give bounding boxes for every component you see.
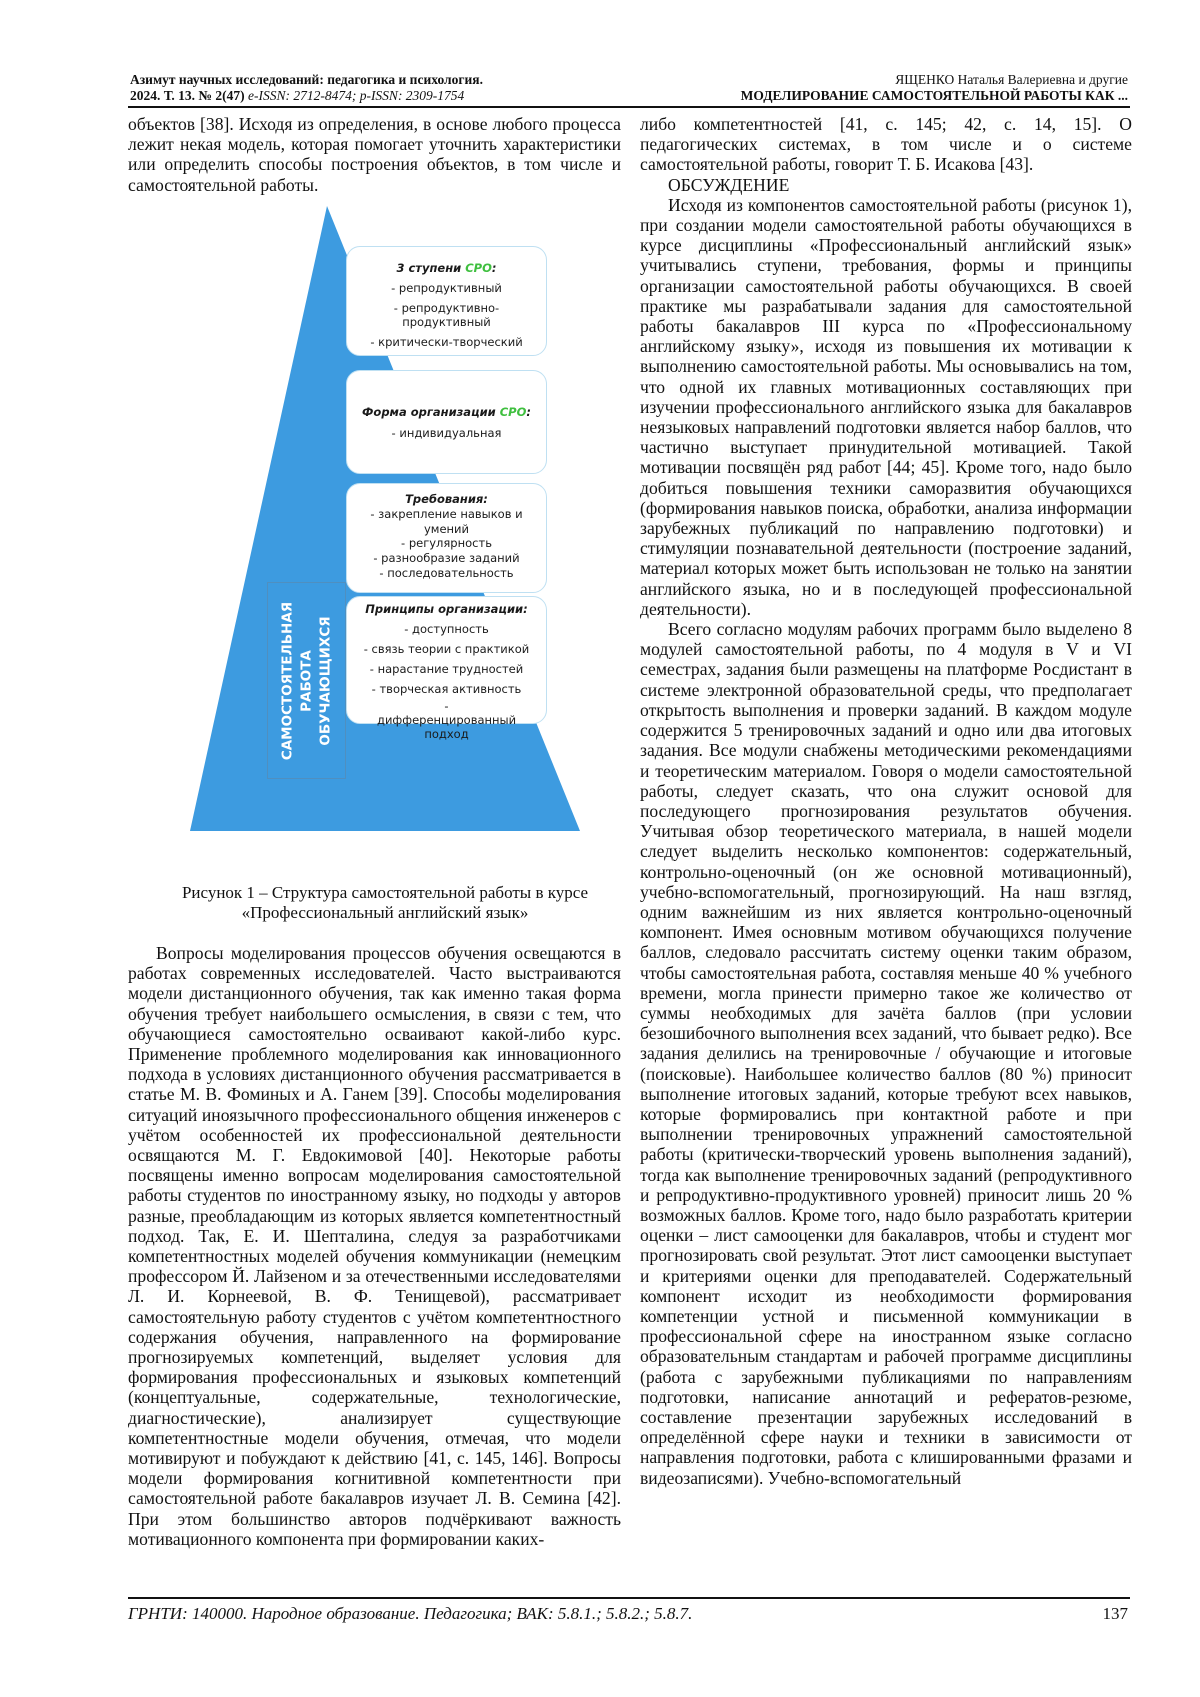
box-form-title: Форма организации СРО: [362, 405, 531, 419]
box-requirements-title: Требования: [405, 492, 488, 506]
figure-caption: Рисунок 1 – Структура самостоятельной работы в курсе «Профессиональный английский язык» [181, 883, 589, 922]
requirement-item: - закрепление навыков и умений [370, 506, 523, 536]
side-label [278, 601, 335, 759]
article-header [608, 72, 1128, 104]
side-label-word: РАБОТА [298, 649, 314, 712]
article-authors: ЯЩЕНКО Наталья Валериевна и другие [895, 72, 1128, 87]
form-item: - индивидуальная [391, 425, 502, 440]
requirement-item: - последовательность [379, 565, 514, 580]
paragraph-modeling-review: Вопросы моделирования процессов обучения освещаются в работах современных исследователей. Часто выстраиваются модели дистанционного обучения, так как именно такая форма обучения требует наибольшего осмысления, в связи с тем, что обучающиеся самостоятельно осваивают какой-либо курс. Применение проблемного моделирования как инновационного подхода в условиях дистанционного обучения рассматривается в статье М. В. Фоминых и А. Ганем [39]. Способы моделирования ситуаций иноязычного профессионального общения инженеров с учётом особенностей их профессиональной деятельности освящаются М. Г. Евдокимовой [40]. Некоторые работы посвящены именно вопросам моделирования самостоятельной работы студентов по иностранному языку, но подходы у авторов разные, преобладающим из которых является компетентностный подход. Так, Е. И. Шепталина, следуя за разработчиками компетентностных моделей обучения коммуникации (немецким профессором Й. Лайзеном и за отечественными исследователями Л. И. Корнеевой, В. Ф. Тенищевой), рассматривает самостоятельную работу студентов с учётом компетентностного содержания обучения, направленного на формирование прогнозируемых компетенций, выделяет условия для формирования профессиональных и языковых компетенций (концептуальные, содержательные, технологические, диагностические), анализирует существующие компетентностные модели обучения, отмечая, что модели мотивируют и побуждают к действию [41, с. 145, 146]. Вопросы модели формирования когнитивной компетентности при самостоятельной работе бакалавров изучает Л. В. Семина [42]. При этом большинство авторов подчёркивают важность мотивационного компонента при формировании каких- [128, 943, 621, 1549]
box-principles-title: Принципы организации: [365, 602, 528, 616]
journal-volume: 2024. Т. 13. № 2(47) [130, 88, 245, 103]
side-label-word: ОБУЧАЮЩИХСЯ [317, 615, 333, 746]
article-running-title: МОДЕЛИРОВАНИЕ САМОСТОЯТЕЛЬНОЙ РАБОТЫ КАК ... [740, 88, 1128, 103]
principle-item: - творческая активность [371, 682, 522, 696]
journal-issn: e-ISSN: 2712-8474; p-ISSN: 2309-1754 [244, 88, 465, 103]
principle-item: - связь теории с практикой [363, 642, 530, 656]
journal-header [130, 72, 650, 104]
box-form [346, 370, 547, 474]
box-requirements [346, 483, 547, 593]
box-stages-title: 3 ступени СРО: [396, 261, 497, 275]
left-column-bottom [128, 943, 621, 1549]
figure-1-pyramid [190, 206, 580, 846]
box-stages [346, 246, 547, 356]
box-principles [346, 596, 547, 741]
page-number: 137 [1102, 1604, 1128, 1623]
journal-issue [130, 88, 650, 104]
stage-item: - критически-творческий [370, 335, 523, 350]
right-column [640, 114, 1132, 1488]
principle-item: - доступность [404, 622, 489, 636]
box-stages-items [347, 281, 546, 350]
side-label-word: САМОСТОЯТЕЛЬНАЯ [279, 601, 295, 760]
left-column-top [128, 114, 621, 195]
header-rule [128, 106, 1130, 108]
side-label-frame [267, 582, 346, 779]
paragraph-intro-continuation: объектов [38]. Исходя из определения, в основе любого процесса лежит некая модель, которая помогает уточнить характеристики или определить способы построения объектов, в том числе и самостоятельной работы. [128, 114, 621, 195]
paragraph-continuation: либо компетентностей [41, с. 145; 42, с. 14, 15]. О педагогических системах, в том числе и о системе самостоятельной работы, говорит Т. Б. Исакова [43]. [640, 114, 1132, 175]
section-heading-discussion: ОБСУЖДЕНИЕ [668, 174, 790, 195]
footer-classification: ГРНТИ: 140000. Народное образование. Педагогика; ВАК: 5.8.1.; 5.8.2.; 5.8.7. [128, 1604, 693, 1623]
stage-item: - репродуктивный [391, 280, 502, 295]
requirement-item: - регулярность [401, 536, 492, 551]
stage-item: - репродуктивно-продуктивный [393, 300, 500, 330]
requirement-item: - разнообразие заданий [373, 551, 520, 566]
paragraph-discussion-2: Всего согласно модулям рабочих программ было выделено 8 модулей самостоятельной работы, по 4 модуля в V и VI семестрах, задания были размещены на платформе Росдистант в системе электронной образовательной среды, что предполагает открытость выполнения и проверки заданий. В каждом модуле содержится 5 тренировочных заданий и одно или два итоговых задания. Все модули снабжены методическими рекомендациями и теоретическим материалом. Говоря о модели самостоятельной работы, следует сказать, что она служит основой для последующего прогнозирования результатов обучения. Учитывая обзор теоретического материала, в нашей модели следует выделить несколько компонентов: содержательный, контрольно-оценочный (он же основной мотивационный), учебно-вспомогательный, прогнозирующий. На наш взгляд, одним важнейшим из них является контрольно-оценочный компонент. Имея основным мотивом обучающихся получение баллов, следовало рассчитать систему оценки таким образом, чтобы самостоятельная работа, составляя меньше 40 % учебного времени, могла принести примерно такое же количество от суммы необходимых для зачёта баллов (при условии безошибочного выполнения всех заданий, что бывает редко). Все задания делились на тренировочные / обучающие и итоговые (поисковые). Наибольшее количество баллов (80 %) приносит выполнение итоговых заданий, которые требуют всех навыков, которые формировались при контактной работе и при выполнении тренировочных упражнений самостоятельной работы (критически-творческий уровень выполнения заданий), тогда как выполнение тренировочных заданий (репродуктивного и репродуктивно-продуктивного уровней) приносит лишь 20 % возможных баллов. Кроме того, надо было разработать критерии оценки – лист самооценки для бакалавров, чтобы и студент мог прогнозировать свой результат. Этот лист самооценки выступает и критериями оценки для преподавателей. Содержательный компонент исходит из необходимости формирования компетенции устной и письменной коммуникации в профессиональной сфере на иностранном языке согласно образовательным стандартам и рабочей программе дисциплины (работа с зарубежными публикациями по направлениям подготовки, написание аннотаций и рефератов-резюме, составление презентации зарубежных исследований в определённой сфере науки и техники в зависимости от направления подготовки, работа с клишированными фразами и видеозаписями). Учебно-вспомогательный [640, 619, 1132, 1488]
principle-item: - нарастание трудностей [369, 662, 524, 676]
principle-item: - дифференцированный подход [377, 699, 517, 741]
journal-title: Азимут научных исследований: педагогика и психология. [130, 72, 483, 87]
paragraph-discussion-1: Исходя из компонентов самостоятельной работы (рисунок 1), при создании модели самостоятельной работы обучающихся в курсе дисциплины «Профессиональный английский язык» учитывались ступени, требования, формы и принципы организации самостоятельной работы обучающихся. В своей практике мы разрабатывали задания для самостоятельной работы бакалавров III курса по «Профессиональному английскому языку», исходя из повышения их мотивации к выполнению самостоятельной работы. Мы основывались на том, что одной их главных мотивационных составляющих при изучении профессионального английского языка для бакалавров неязыковых направлений подготовки является набор баллов, что частично выступает принудительной мотивацией. Такой мотивации посвящён ряд работ [44; 45]. Кроме того, надо было добиться повышения техники саморазвития обучающихся (формирования навыков поиска, обработки, анализа информации зарубежных публикаций по направлению подготовки) и стимуляции познавательной деятельности (построение заданий, материал которых может быть использован не только на занятии английского языка, но и в последующей профессиональной деятельности). [640, 194, 1132, 619]
footer-rule [128, 1597, 1130, 1599]
